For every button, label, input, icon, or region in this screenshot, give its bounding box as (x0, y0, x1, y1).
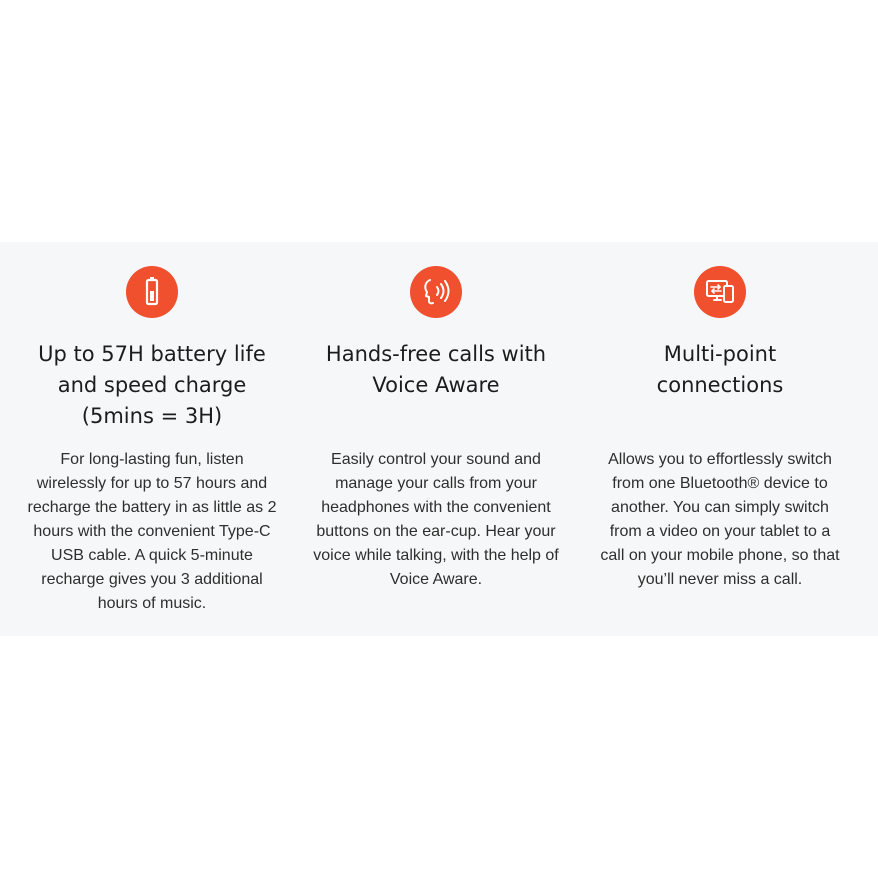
feature-description-line: recharge gives you 3 additional (41, 571, 263, 588)
feature-description (291, 448, 581, 592)
feature-description-line: recharge the battery in as little as 2 (27, 499, 277, 516)
feature-description-line: call on your mobile phone, so that (600, 547, 840, 564)
feature-description-line: hours of music. (97, 595, 207, 612)
feature-description-line: from a video on your tablet to a (609, 523, 831, 540)
feature-title-line: and speed charge (57, 373, 247, 397)
feature-description-line: from one Bluetooth® device to (612, 475, 828, 492)
features-section (0, 242, 878, 636)
feature-title-line: Multi-point (663, 342, 777, 366)
feature-description-line: hours with the convenient Type-C (33, 523, 271, 540)
feature-title (291, 339, 581, 401)
multi-device-icon (694, 266, 746, 318)
feature-title (7, 339, 297, 432)
feature-title-line: connections (656, 373, 784, 397)
feature-description-line: you’ll never miss a call. (637, 571, 803, 588)
feature-description-line: Allows you to effortlessly switch (608, 451, 832, 468)
feature-description-line: wirelessly for up to 57 hours and (36, 475, 268, 492)
voice-aware-icon (410, 266, 462, 318)
feature-description-line: voice while talking, with the help of (313, 547, 559, 564)
feature-description-line: Easily control your sound and (331, 451, 541, 468)
feature-description-line: another. You can simply switch (611, 499, 829, 516)
feature-title-line: Hands-free calls with (325, 342, 547, 366)
feature-description (7, 448, 297, 616)
feature-title-line: Voice Aware (372, 373, 500, 397)
feature-description (575, 448, 865, 592)
feature-description-line: Voice Aware. (389, 571, 483, 588)
feature-description-line: manage your calls from your (335, 475, 537, 492)
feature-title (575, 339, 865, 401)
feature-description-line: For long-lasting fun, listen (60, 451, 244, 468)
feature-title-line: (5mins = 3H) (81, 404, 223, 428)
feature-title-line: Up to 57H battery life (38, 342, 266, 366)
feature-description-line: headphones with the convenient (321, 499, 551, 516)
feature-description-line: buttons on the ear-cup. Hear your (316, 523, 556, 540)
feature-description-line: USB cable. A quick 5-minute (51, 547, 253, 564)
battery-icon (126, 266, 178, 318)
